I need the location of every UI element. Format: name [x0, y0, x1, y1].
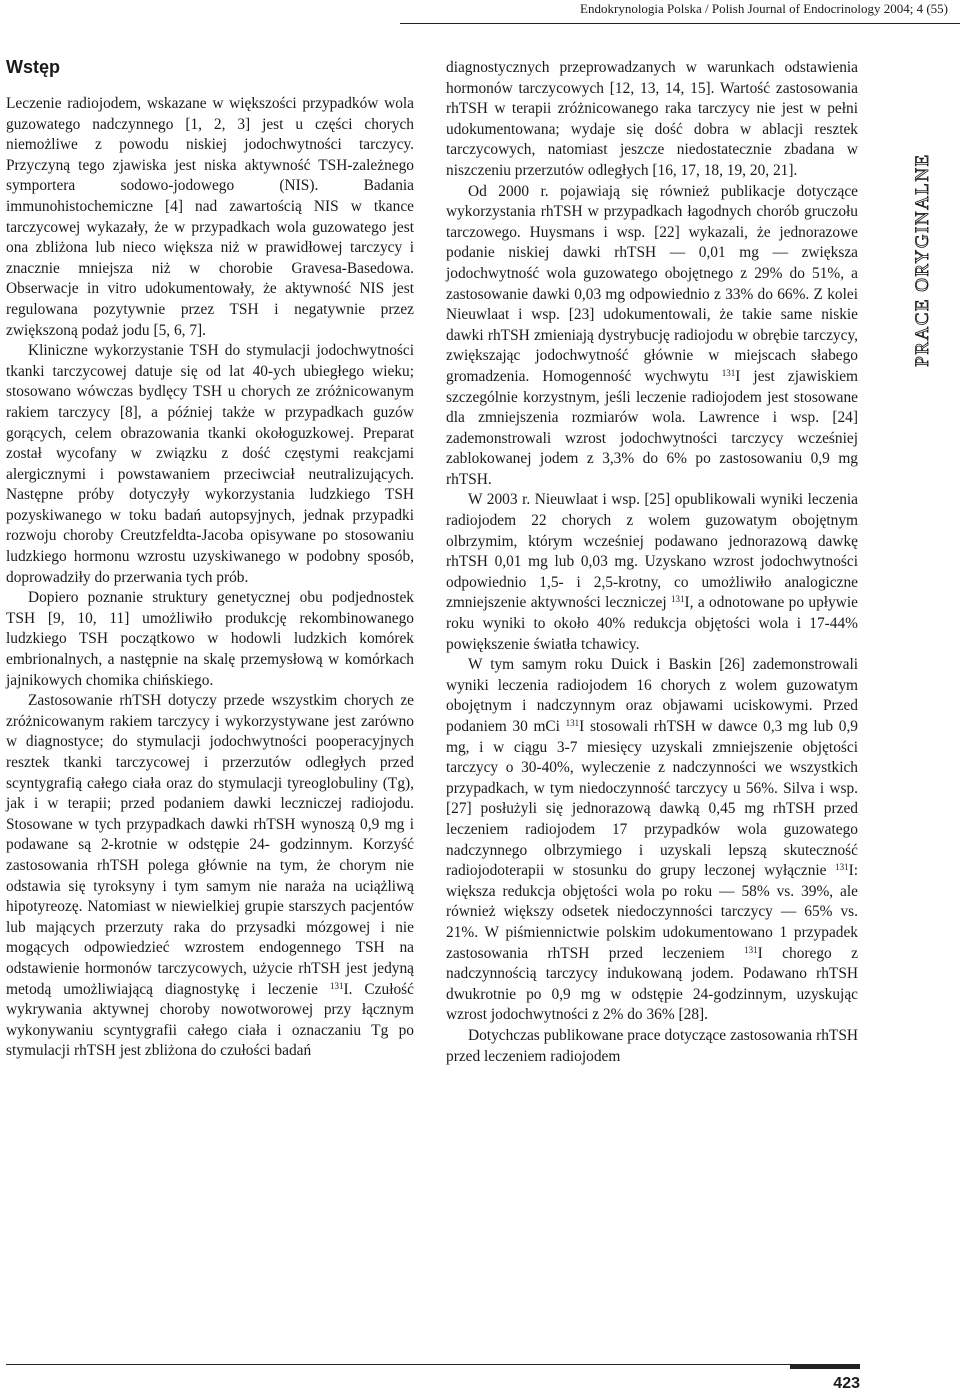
paragraph-text: Od 2000 r. pojawiają się również publikacje dotyczące wykorzystania rhTSH w przypadkach łagodnych chorób gruczołu tarczowego. Huysmans i wsp. [22] wykazali, że jednorazowe podanie niskiej dawki rhTSH — 0,01 mg — zwiększa jodochwytność wola guzowatego obojętnego z 29% do 51%, a zastosowanie dawki 0,03 mg odpowiednio z 33% do 66%. Z kolei Nieuwlaat i wsp. [23] udokumentowali, że takie same niskie dawki rhTSH zmieniają dystrybucję radiojodu w obrębie tarczycy, zwiększając jodochwytność głównie w miejscach słabego gromadzenia. Homogenność wychwytu [446, 182, 858, 385]
paragraph: Dotychczas publikowane prace dotyczące zastosowania rhTSH przed leczeniem radiojodem [446, 1026, 858, 1065]
paragraph-text: I stosowali rhTSH w dawce 0,3 mg lub 0,9 mg, i w ciągu 3-7 miesięcy uzyskali zmniejszenie objętości tarczycy o 30-40%, wyleczenie z nadczynności we wszystkich przypadkach, w tym niedoczynność tarczycy u 56%. Silva i wsp. [27] posłużyli się jednorazową dawką 0,45 mg rhTSH przed leczeniem radiojodem 17 przypadków wola guzowatego nadczynnego olbrzymiego i uzyskali lepszą skuteczność radiojodoterapii w stosunku do grupy leczonej wyłącznie [446, 718, 858, 880]
side-label-text: PRACE ORYGINALNE [912, 153, 933, 367]
paragraph: Kliniczne wykorzystanie TSH do stymulacji jodochwytności tkanki tarczycowej datuje się od lat 40-ych ubiegłego wieku; stosowano wówczas bydlęcy TSH u chorych ze zróżnicowanym rakiem tarczycy [8], a później także w przypadkach guzów gorących, celem obrazowania tkanki okołoguzkowej. Preparat został wycofany w związku z dość częstymi reakcjami alergicznymi i powstawaniem przeciwciał neutralizujących. Następne próby dotyczyły wykorzystania ludzkiego TSH pozyskiwanego w toku badań autopsyjnych, jednak przypadki rozwoju choroby Creutzfeldta-Jacoba opisywane po stosowaniu ludzkiego hormonu wzrostu uzyskiwanego w podobny sposób, doprowadziły do przerwania tych prób. [6, 342, 414, 586]
isotope-superscript: 131 [835, 862, 849, 873]
paragraph [446, 655, 858, 1026]
isotope-superscript: 131 [329, 980, 344, 991]
paragraph: Dopiero poznanie struktury genetycznej obu podjednostek TSH [9, 10, 11] umożliwiło produkcję rekombinowanego ludzkiego TSH początkowo w hodowli ludzkich komórek embrionalnych, a następnie na skalę przemysłową w komórkach jajnikowych chomika chińskiego. [6, 589, 414, 689]
paragraph-text: I jest zjawiskiem szczególnie korzystnym, jeśli leczenie radiojodem jest stosowane dla zmniejszenia rozmiarów wola. Lawrence i wsp. [24] zademonstrowali wzrost jodochwytności tarczycy wcześniej zablokowanej jodem z 3,3% do 6% po zastosowaniu 0,9 mg rhTSH. [446, 367, 858, 488]
section-side-label [908, 140, 938, 380]
paragraph-text: I, a odnotowane po upływie roku wyniki to około 40% redukcja objętości wola i 17-44% powiększenie światła tchawicy. [446, 594, 858, 653]
paragraph [446, 182, 858, 491]
page-number: 423 [790, 1364, 860, 1392]
paragraph-text: W 2003 r. Nieuwlaat i wsp. [25] opublikowali wyniki leczenia radiojodem 22 chorych z wolem guzowatym obojętnym olbrzymim, którym wcześniej podawano jednorazową dawkę rhTSH 0,01 mg lub 0,03 mg. Uzyskano wzrost jodochwytności odpowiednio 1,5- i 2,5-krotny, co umożliwiło analogiczne zmniejszenie aktywności leczniczej [446, 491, 858, 612]
section-title: Wstęp [6, 57, 60, 77]
paragraph: diagnostycznych przeprowadzanych w warunkach odstawienia hormonów tarczycowych [12, 13, 14, 15]. Wartość zastosowania rhTSH w terapii zróżnicowanego raka tarczycy nie jest w pełni udokumentowana; wydaje się dość dobra w ablacji resztek tarczycowych, natomiast jeszcze niedostatecznie zbadana w niszczeniu przerzutów odległych [16, 17, 18, 19, 20, 21]. [446, 59, 858, 179]
paragraph-text: I: większa redukcja objętości wola po roku — 58% vs. 39%, ale również większy odsetek niedoczynności tarczycy — 65% vs. 21%. W piśmiennictwie polskim udokumentowano 1 przypadek zastosowania rhTSH przed leczeniem [446, 862, 858, 962]
isotope-superscript: 131 [744, 944, 758, 955]
paragraph-text: Zastosowanie rhTSH dotyczy przede wszystkim chorych ze zróżnicowanym rakiem tarczycy i wykorzystywane jest zarówno w diagnostyce; do stymulacji jodochwytności pooperacyjnych resztek tkanki tarczycowej i przerzutów odległych przed scyntygrafią całego ciała oraz do stymulacji tyreoglobuliny (Tg), jak i w terapii; przed podaniem dawki leczniczej radiojodu. Stosowane w tych przypadkach dawki rhTSH wynoszą 0,9 mg i podawane są 2-krotnie w odstępie 24- godzinnym. Korzyść zastosowania rhTSH polega głównie na tym, że chorym nie odstawia się tyroksyny i tym samym nie naraża na uciążliwą hipotyreozę. Natomiast w niewielkiej grupie starszych pacjentów lub mających przerzuty raka do przysadki mózgowej i nie mogących odpowiedzieć wzrostem endogennego TSH na odstawienie hormonów tarczycowych, użycie rhTSH jest jedyną metodą umożliwiającą diagnostykę i leczenie [6, 692, 414, 998]
paragraph [6, 691, 414, 1062]
paragraph-text: I. Czułość wykrywania aktywnej choroby nowotworowej przy łącznym wykonywaniu scyntygrafii całego ciała i oznaczaniu Tg po stymulacji rhTSH jest zbliżona do czułości badań [6, 980, 414, 1060]
isotope-superscript: 131 [721, 367, 736, 378]
paragraph: Leczenie radiojodem, wskazane w większości przypadków wola guzowatego nadczynnego [1, 2, 3] jest u części chorych niemożliwe z powodu niskiej jodochwytności tarczycy. Przyczyną tego zjawiska jest niska aktywność TSH-zależnego symportera sodowo-jodowego (NIS). Badania immunohistochemiczne [4] nad zawartością NIS w tkance tarczycowej wykazały, że w przypadkach wola guzowatego jest ona zbliżona lub nieco większa niż w prawidłowej tarczycy i znacznie mniejsza niż w chorobie Gravesa-Basedowa. Obserwacje in vitro udokumentowały, że aktywność NIS jest regulowana pozytywnie przez TSH i negatywnie przez zwiększoną podaż jodu [5, 6, 7]. [6, 95, 414, 339]
paragraph [446, 490, 858, 655]
isotope-superscript: 131 [565, 718, 580, 728]
footer-rule [6, 1364, 860, 1365]
running-header [400, 0, 960, 24]
isotope-superscript: 131 [671, 594, 685, 605]
right-column [446, 58, 858, 1067]
paragraph-text: I chorego z nadczynnością tarczycy indukowaną jodem. Podawano rhTSH dwukrotnie po 0,9 mg w odstępie 24-godzinnym, uzyskując wzrost jodochwytności z 2% do 36% [28]. [446, 944, 858, 1024]
paragraph-text: W tym samym roku Duick i Baskin [26] zademonstrowali wyniki leczenia radiojodem 16 chorych z wolem guzowatym obojętnym i nadczynnym oraz objawami uciskowymi. Przed podaniem 30 mCi [446, 656, 858, 735]
left-column [6, 52, 414, 1062]
journal-title: Endokrynologia Polska / Polish Journal of Endocrinology 2004; 4 (55) [580, 1, 948, 16]
